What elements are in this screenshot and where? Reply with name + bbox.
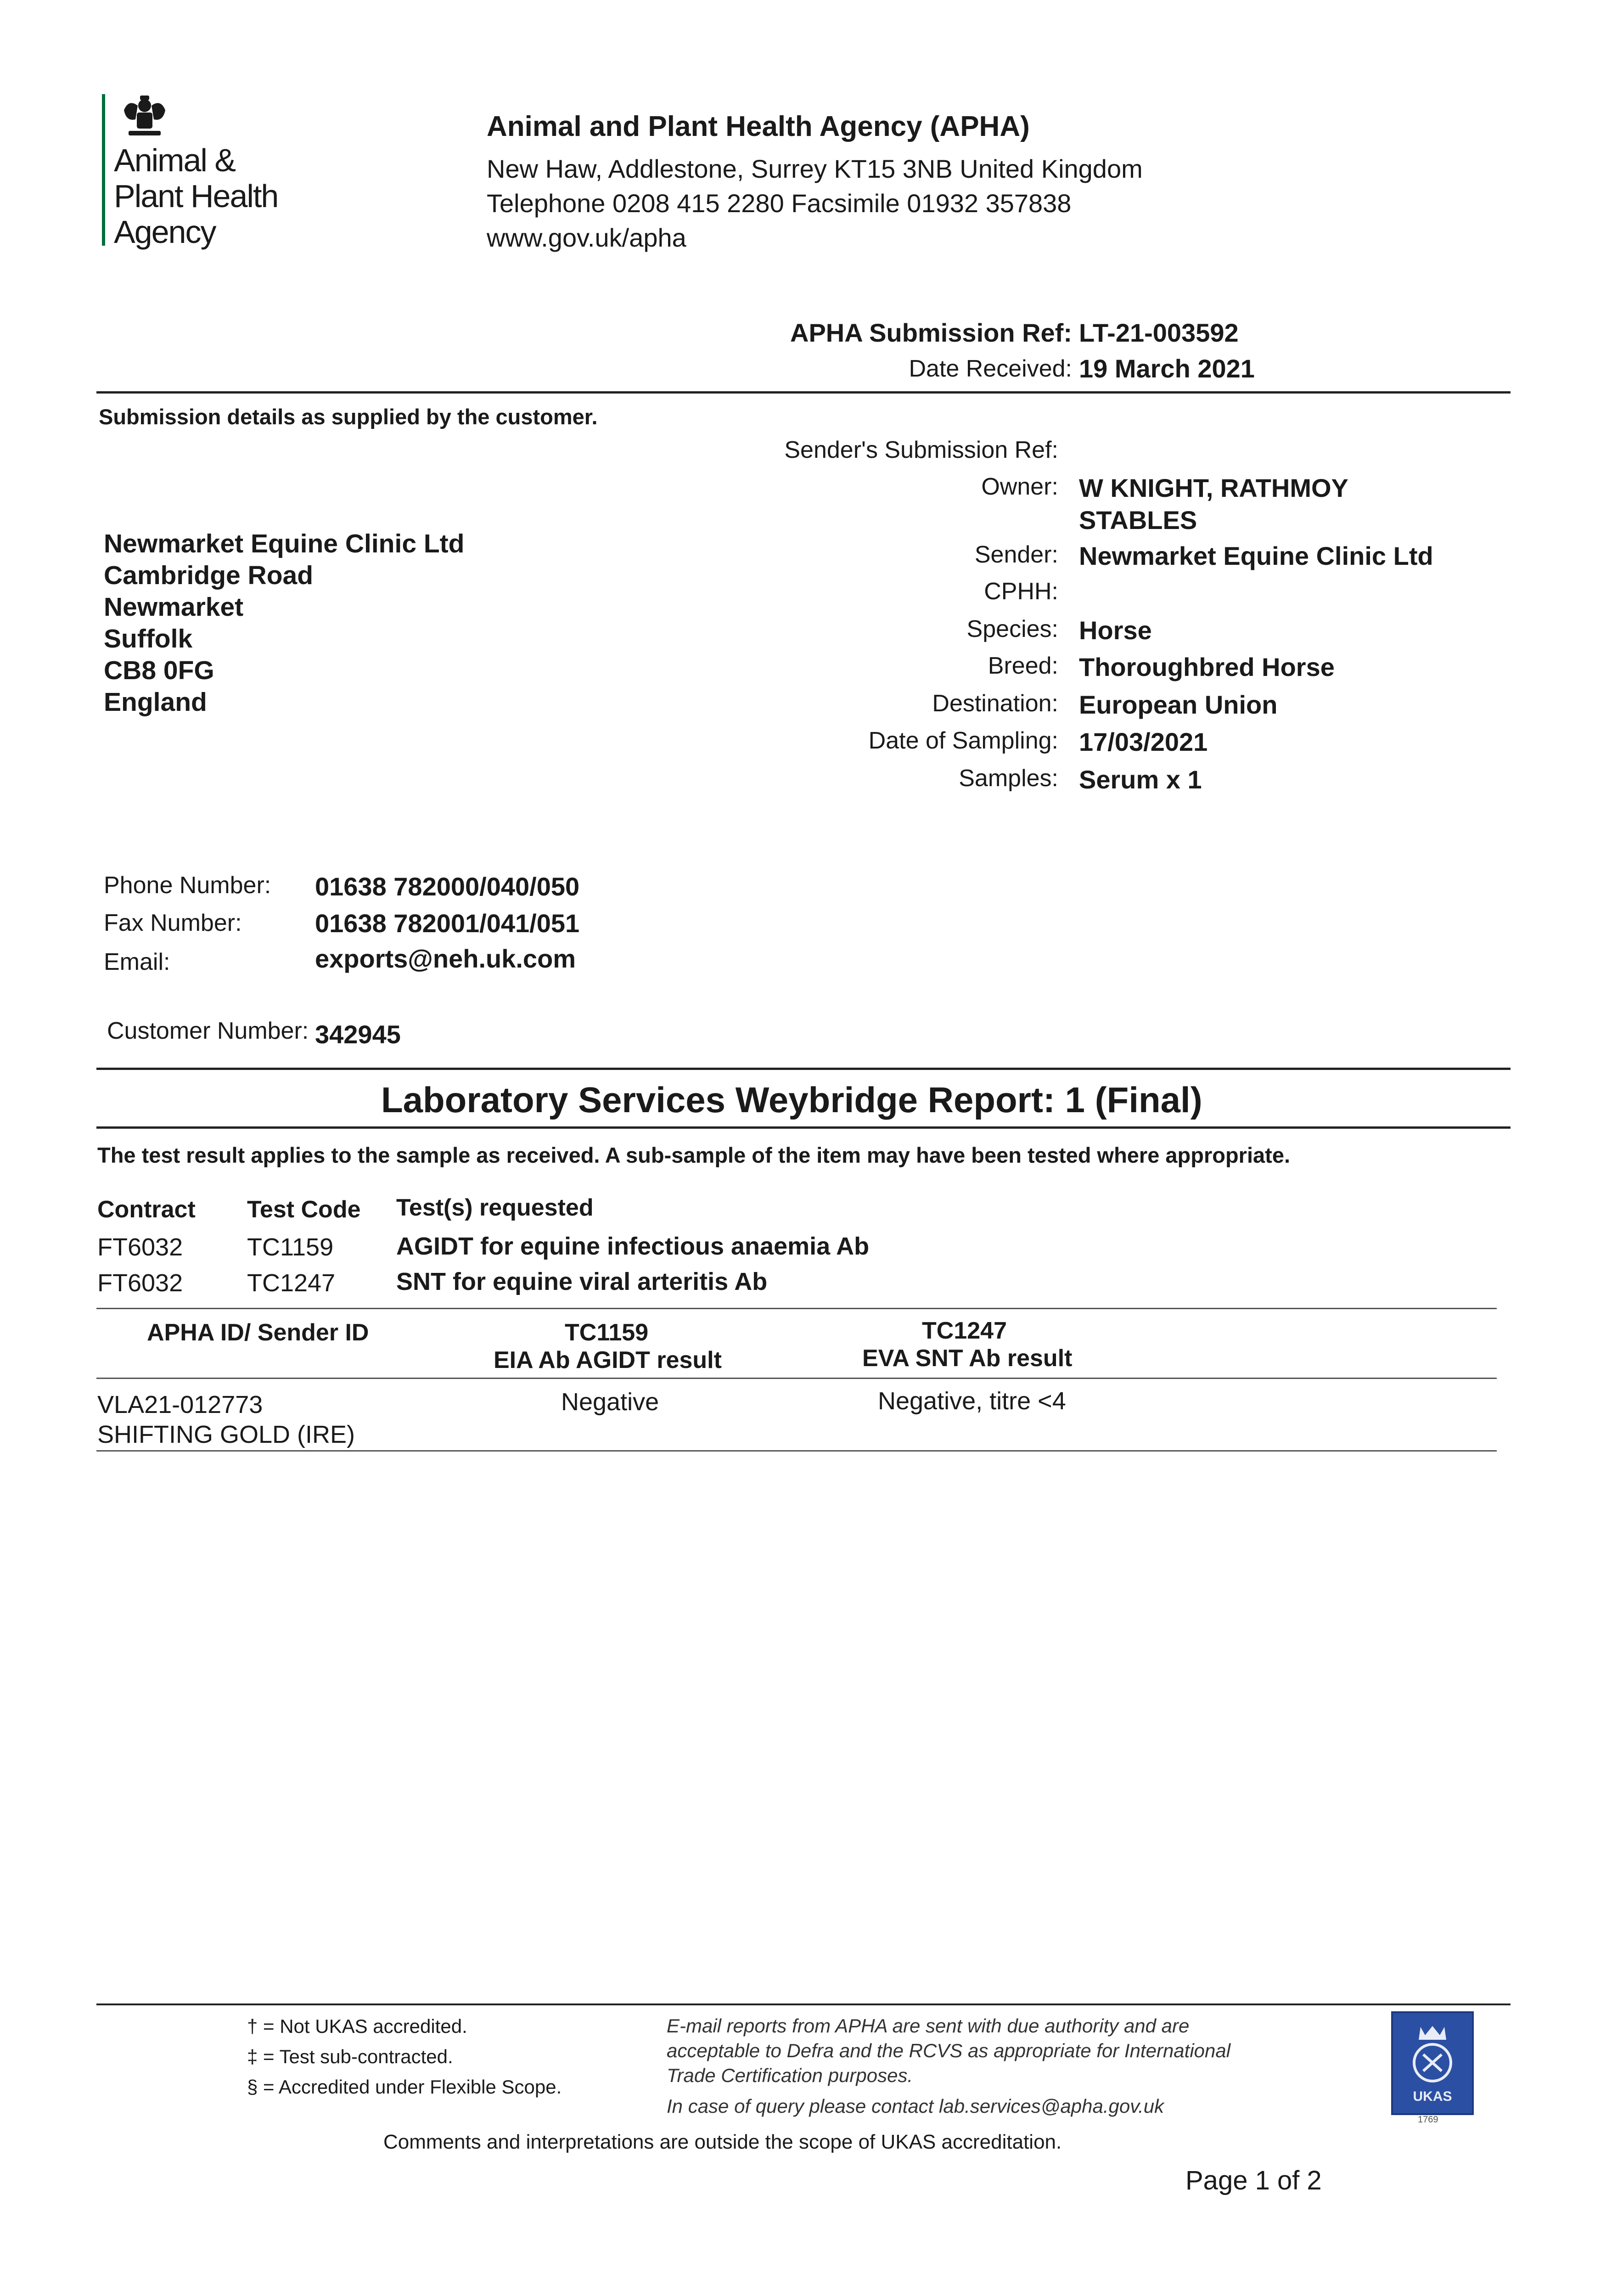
ukas-label: UKAS: [1413, 2089, 1452, 2104]
address-line: Suffolk: [104, 624, 193, 653]
phone-value: 01638 782000/040/050: [315, 872, 580, 901]
date-received-value: 19 March 2021: [1079, 354, 1255, 383]
email-note-line: Trade Certification purposes.: [667, 2065, 913, 2086]
agency-website: www.gov.uk/apha: [487, 223, 686, 252]
query-note: In case of query please contact lab.services@apha.gov.uk: [667, 2095, 1164, 2117]
legend-item: † = Not UKAS accredited.: [247, 2015, 467, 2037]
submission-ref-value: LT-21-003592: [1079, 318, 1239, 347]
apha-id-header: APHA ID/ Sender ID: [147, 1319, 369, 1346]
address-line: Newmarket Equine Clinic Ltd: [104, 529, 465, 558]
tc1247-header: TC1247: [922, 1317, 1007, 1344]
ukas-number: 1769: [1418, 2115, 1438, 2125]
phone-label: Phone Number:: [104, 872, 271, 899]
report-title: Laboratory Services Weybridge Report: 1 (Final): [381, 1080, 1202, 1120]
eia-result-cell: Negative: [561, 1388, 659, 1416]
cphh-label: CPHH:: [984, 578, 1058, 605]
contract-header: Contract: [97, 1196, 196, 1223]
test-requested-cell: SNT for equine viral arteritis Ab: [396, 1268, 768, 1295]
owner-label: Owner:: [981, 473, 1058, 500]
address-line: England: [104, 687, 207, 717]
agency-logo-text: [114, 142, 278, 250]
address-line: Newmarket: [104, 592, 244, 622]
report-top-divider: [96, 1068, 1511, 1070]
tc1159-header: TC1159: [565, 1319, 649, 1346]
sender-value: Newmarket Equine Clinic Ltd: [1079, 541, 1433, 570]
test-code-header: Test Code: [247, 1196, 361, 1223]
sampling-date-label: Date of Sampling:: [868, 727, 1058, 754]
destination-value: European Union: [1079, 690, 1278, 719]
sender-id-cell: SHIFTING GOLD (IRE): [97, 1421, 355, 1448]
logo-line: Animal &: [114, 142, 236, 178]
date-received-label: Date Received:: [909, 355, 1072, 382]
fax-value: 01638 782001/041/051: [315, 909, 580, 938]
test-requested-cell: AGIDT for equine infectious anaemia Ab: [396, 1232, 870, 1260]
breed-label: Breed:: [988, 653, 1058, 679]
footer-divider: [96, 2003, 1511, 2005]
email-note: [667, 2014, 1230, 2088]
fax-label: Fax Number:: [104, 910, 242, 936]
email-label: Email:: [104, 949, 170, 975]
report-title-divider: [96, 1126, 1511, 1129]
tests-divider: [96, 1308, 1497, 1309]
tests-requested-header: Test(s) requested: [396, 1194, 594, 1221]
eia-result-header: EIA Ab AGIDT result: [494, 1347, 722, 1373]
legend-item: § = Accredited under Flexible Scope.: [247, 2076, 562, 2098]
owner-value: W KNIGHT, RATHMOY: [1079, 473, 1348, 502]
logo-line: Agency: [114, 214, 216, 250]
results-header-divider: [96, 1378, 1497, 1379]
sender-ref-label: Sender's Submission Ref:: [784, 437, 1058, 463]
test-code-cell: TC1247: [247, 1269, 336, 1297]
eva-result-cell: Negative, titre <4: [878, 1387, 1066, 1415]
email-value[interactable]: exports@neh.uk.com: [315, 944, 576, 973]
samples-value: Serum x 1: [1079, 765, 1202, 794]
email-note-line: E-mail reports from APHA are sent with due authority and are: [667, 2015, 1190, 2037]
species-label: Species:: [966, 616, 1058, 642]
customer-number-label: Customer Number:: [107, 1018, 309, 1044]
customer-address: [104, 528, 464, 718]
logo-brand-bar: [102, 94, 105, 246]
sampling-date-value: 17/03/2021: [1079, 727, 1208, 756]
agency-phone-fax: Telephone 0208 415 2280 Facsimile 01932 357838: [487, 189, 1072, 218]
royal-crest-icon: [115, 92, 174, 140]
samples-label: Samples:: [959, 765, 1058, 792]
address-line: CB8 0FG: [104, 656, 214, 685]
ukas-accreditation-logo: [1391, 2011, 1474, 2115]
footer-legend: [247, 2011, 562, 2102]
sender-label: Sender:: [974, 541, 1058, 568]
agency-name: Animal and Plant Health Agency (APHA): [487, 111, 1030, 142]
test-code-cell: TC1159: [247, 1233, 334, 1261]
contract-cell: FT6032: [97, 1233, 183, 1261]
submission-ref-label: APHA Submission Ref:: [790, 318, 1072, 347]
contract-cell: FT6032: [97, 1269, 183, 1297]
ukas-comments: Comments and interpretations are outside the scope of UKAS accreditation.: [383, 2131, 1062, 2153]
address-line: Cambridge Road: [104, 561, 314, 590]
page-number: Page 1 of 2: [1185, 2166, 1322, 2195]
apha-id-cell: VLA21-012773: [97, 1391, 263, 1418]
results-bottom-divider: [96, 1450, 1497, 1452]
customer-number-value: 342945: [315, 1020, 401, 1049]
breed-value: Thoroughbred Horse: [1079, 653, 1335, 681]
header-divider: [96, 391, 1511, 394]
destination-label: Destination:: [932, 690, 1058, 717]
eva-result-header: EVA SNT Ab result: [862, 1345, 1073, 1372]
customer-supplied-note: Submission details as supplied by the customer.: [99, 405, 598, 429]
species-value: Horse: [1079, 616, 1152, 645]
legend-item: ‡ = Test sub-contracted.: [247, 2046, 453, 2067]
owner-value-cont: STABLES: [1079, 506, 1197, 535]
agency-address: New Haw, Addlestone, Surrey KT15 3NB United Kingdom: [487, 154, 1143, 183]
logo-line: Plant Health: [114, 178, 278, 214]
email-note-line: acceptable to Defra and the RCVS as appropriate for International: [667, 2040, 1231, 2061]
sample-note: The test result applies to the sample as received. A sub-sample of the item may have been tested where appropriate.: [97, 1143, 1291, 1167]
